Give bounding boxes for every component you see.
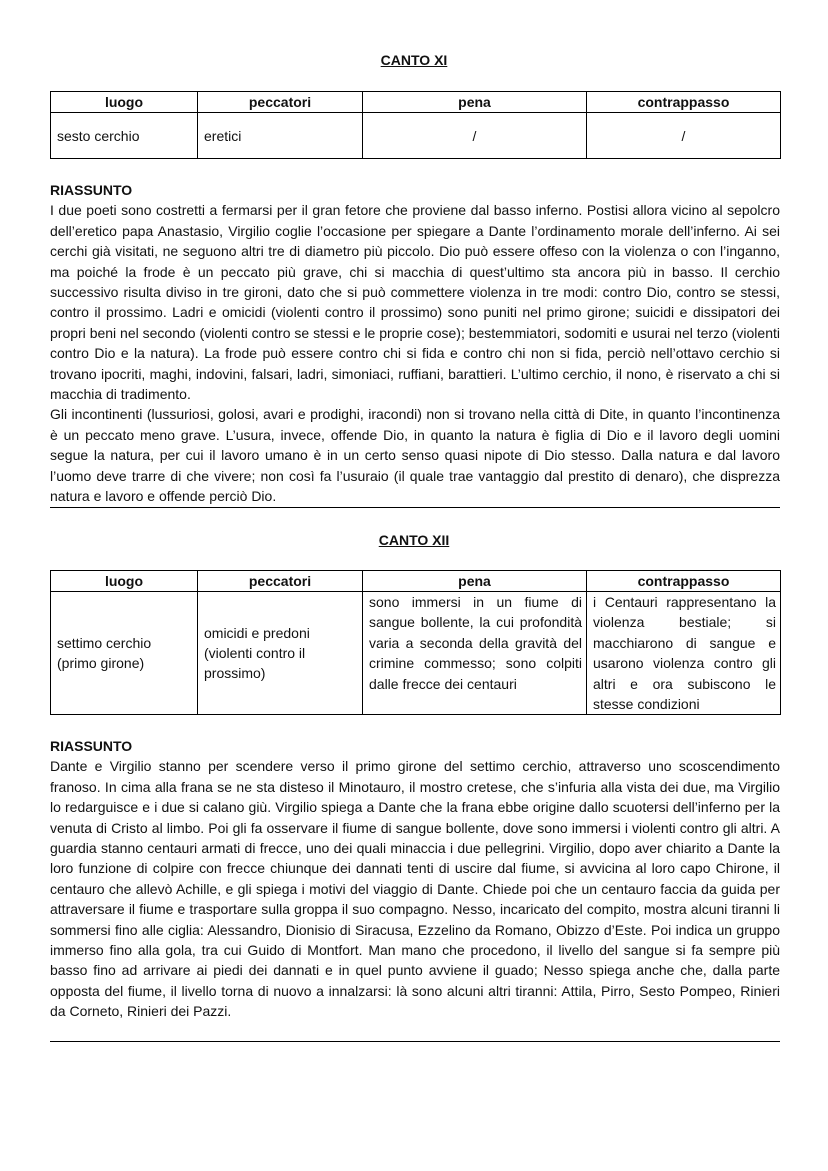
cell-luogo: settimo cerchio (primo girone) [51, 592, 198, 715]
cell-peccatori: omicidi e predoni (violenti contro il prossimo) [198, 592, 363, 715]
summary-paragraph: Dante e Virgilio stanno per scendere verso il primo girone del settimo cerchio, attraverso uno scoscendimento franoso. In cima alla frana se ne sta disteso il Minotauro, il mostro cretese, che s’infuria alla vista dei due, ma Virgilio lo redarguisce e i due si calano giù. Virgilio spiega a Dante che la frana ebbe origine dallo scuotersi dell’inferno per la venuta di Cristo al limbo. Poi gli fa osservare il fiume di sangue bollente, dove sono immersi i violenti contro gli altri. A guardia stanno centauri armati di frecce, uno dei quali minaccia i due pellegrini. Virgilio, dopo aver chiarito a Dante la loro funzione di colpire con frecce chiunque dei dannati tenti di uscire dal fiume, si avvicina al loro capo Chirone, il centauro che allevò Achille, e gli spiega i motivi del viaggio di Dante. Chiede poi che un centauro faccia da guida per attraversare il fiume e trasportare sulla groppa il suo compagno. Nesso, incaricato del compito, mostra alcuni tiranni li sommersi fino alle ciglia: Alessandro, Dionisio di Siracusa, Ezzelino da Romano, Obizzo d’Este. Poi indica un gruppo immerso fino alla gola, tra cui Guido di Montfort. Man mano che procedono, il livello del sangue si fa sempre più basso fino ad arrivare ai piedi dei dannati e in quel punto avviene il guado; Nesso spiega anche che, dalla parte opposta del fiume, il livello torna di nuovo a innalzarsi: là sono alcuni altri tiranni: Attila, Pirro, Sesto Pompeo, Rinieri da Corneto, Rinieri dei Pazzi. [50, 758, 780, 1020]
header-contrappasso: contrappasso [587, 571, 781, 592]
table-row [51, 592, 781, 715]
summary-heading: RIASSUNTO [50, 182, 133, 198]
header-contrappasso: contrappasso [587, 92, 781, 113]
cell-contrappasso: / [587, 113, 781, 159]
cell-contrappasso: i Centauri rappresentano la violenza bestiale; si macchiarono di sangue e usarono violenza contro gli altri e ora subiscono le stesse condizioni [587, 592, 781, 715]
summary-paragraph: I due poeti sono costretti a fermarsi per il gran fetore che proviene dal basso inferno. Postisi allora vicino al sepolcro dell’eretico papa Anastasio, Virgilio coglie l’occasione per spiegare a Dante l’ordinamento morale dell’inferno. Ai sei cerchi già visitati, ne seguono altri tre di diametro più piccolo. Dio può essere offeso con la violenza o con l’inganno, ma poiché la frode è un peccato più grave, chi si macchia di quest’ultimo sta ancora più in basso. Il cerchio successivo risulta diviso in tre gironi, dato che si può commettere violenza in tre modi: contro Dio, contro se stessi, contro il prossimo. Ladri e omicidi (violenti contro il prossimo) sono puniti nel primo girone; suicidi e dissipatori dei propri beni nel secondo (violenti contro se stessi e le proprie cose); bestemmiatori, sodomiti e usurai nel terzo (violenti contro Dio e la natura). La frode può essere contro chi si fida e contro chi non si fida, perciò nell’ottavo cerchio si trovano ipocriti, maghi, indovini, falsari, ladri, simoniaci, ruffiani, barattieri. L’ultimo cerchio, il nono, è riservato a chi si macchia di tradimento. [50, 202, 780, 403]
canto-xii-summary [50, 736, 780, 1022]
header-luogo: luogo [51, 92, 198, 113]
canto-xii-table [50, 570, 781, 715]
header-peccatori: peccatori [198, 92, 363, 113]
canto-xii-title: CANTO XII [378, 532, 450, 548]
header-pena: pena [363, 571, 587, 592]
cell-pena: / [363, 113, 587, 159]
canto-xi-title: CANTO XI [380, 52, 448, 68]
section-divider [50, 507, 780, 508]
table-row [51, 113, 781, 159]
canto-xi-summary [50, 180, 780, 507]
cell-luogo: sesto cerchio [51, 113, 198, 159]
section-divider [50, 1041, 780, 1042]
summary-paragraph: Gli incontinenti (lussuriosi, golosi, avari e prodighi, iracondi) non si trovano nella città di Dite, in quanto l’incontinenza è un peccato meno grave. L’usura, invece, offende Dio, in quanto la natura è figlia di Dio e il lavoro degli uomini segue la natura, per cui il lavoro umano è in un certo senso quasi nipote di Dio stesso. Dalla natura e dal lavoro l’uomo deve trarre di che vivere; non così fa l’usuraio (il quale trae vantaggio dal prestito di denaro), che disprezza natura e lavoro e offende perciò Dio. [50, 406, 780, 505]
cell-pena: sono immersi in un fiume di sangue bollente, la cui profondità varia a seconda della gravità del crimine commesso; sono colpiti dalle frecce dei centauri [363, 592, 587, 715]
summary-heading: RIASSUNTO [50, 738, 133, 754]
cell-peccatori: eretici [198, 113, 363, 159]
header-peccatori: peccatori [198, 571, 363, 592]
header-pena: pena [363, 92, 587, 113]
header-luogo: luogo [51, 571, 198, 592]
canto-xi-table [50, 91, 781, 159]
table-header-row [51, 92, 781, 113]
table-header-row [51, 571, 781, 592]
